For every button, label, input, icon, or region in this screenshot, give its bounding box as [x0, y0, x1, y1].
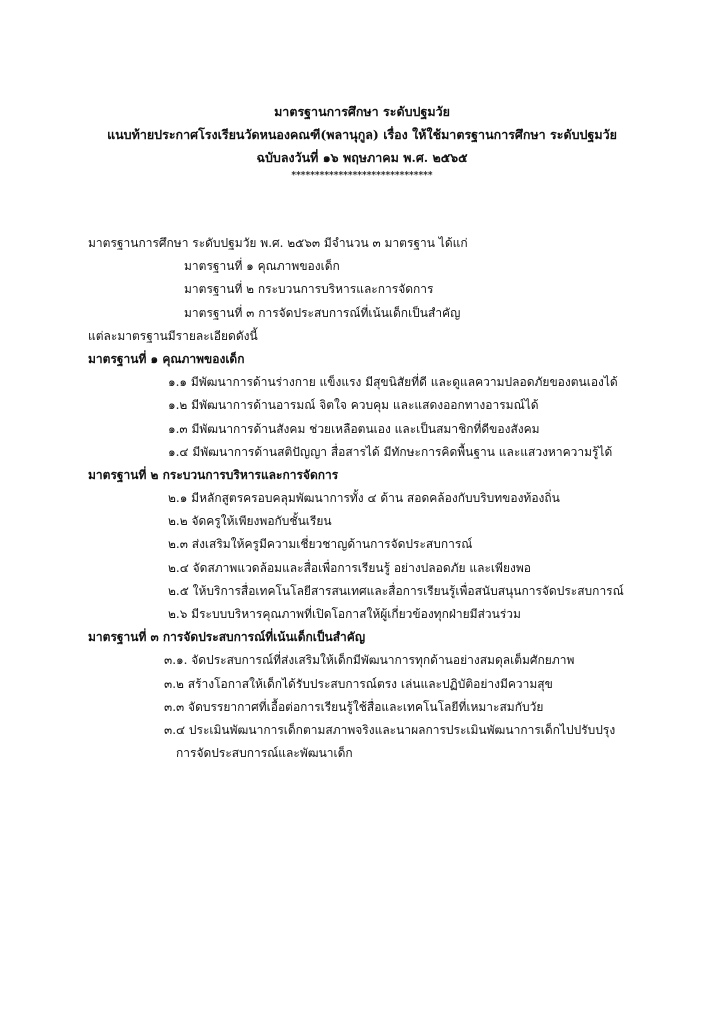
section-item: ๓.๔ ประเมินพัฒนาการเด็กตามสภาพจริงและนาผลการประเมินพัฒนาการเด็กไปปรับปรุง — [164, 722, 616, 737]
section-item: ๓.๑. จัดประสบการณ์ที่ส่งเสริมให้เด็กมีพัฒนาการทุกด้านอย่างสมดุลเต็มศักยภาพ — [164, 653, 575, 668]
section-item: ๒.๕ ให้บริการสื่อเทคโนโลยีสารสนเทศและสื่อการเรียนรู้เพื่อสนับสนุนการจัดประสบการณ์ — [168, 583, 624, 598]
separator-stars: ****************************** — [291, 171, 433, 181]
section-item: ๒.๔ จัดสภาพแวดล้อมและสื่อเพื่อการเรียนรู้ อย่างปลอดภัย และเพียงพอ — [168, 560, 531, 575]
section-item-continuation: การจัดประสบการณ์และพัฒนาเด็ก — [176, 746, 353, 761]
standard-list-item: มาตรฐานที่ ๑ คุณภาพของเด็ก — [184, 259, 340, 274]
document-date: ฉบับลงวันที่ ๑๖ พฤษภาคม พ.ศ. ๒๕๖๕ — [256, 150, 468, 165]
section-item: ๑.๔ มีพัฒนาการด้านสติปัญญา สื่อสารได้ มีทักษะการคิดพื้นฐาน และแสวงหาความรู้ได้ — [168, 444, 613, 459]
document-body — [88, 232, 698, 765]
section-heading: มาตรฐานที่ ๑ คุณภาพของเด็ก — [88, 351, 245, 366]
section-item: ๒.๑ มีหลักสูตรครอบคลุมพัฒนาการทั้ง ๔ ด้าน สอดคล้องกับบริบทของท้องถิ่น — [168, 491, 560, 506]
section-item: ๒.๓ ส่งเสริมให้ครูมีความเชี่ยวชาญด้านการจัดประสบการณ์ — [168, 537, 473, 552]
standard-list-item: มาตรฐานที่ ๓ การจัดประสบการณ์ที่เน้นเด็กเป็นสำคัญ — [184, 305, 461, 320]
document-title: มาตรฐานการศึกษา ระดับปฐมวัย — [274, 104, 450, 119]
intro-text: มาตรฐานการศึกษา ระดับปฐมวัย พ.ศ. ๒๕๖๓ มีจำนวน ๓ มาตรฐาน ได้แก่ — [88, 236, 468, 250]
section-item: ๓.๒ สร้างโอกาสให้เด็กได้รับประสบการณ์ตรง เล่นและปฏิบัติอย่างมีความสุข — [164, 676, 553, 691]
section-item: ๑.๓ มีพัฒนาการด้านสังคม ช่วยเหลือตนเอง และเป็นสมาชิกที่ดีของสังคม — [168, 421, 540, 436]
section-item: ๒.๒ จัดครูให้เพียงพอกับชั้นเรียน — [168, 514, 332, 529]
document-subtitle: แนบท้ายประกาศโรงเรียนวัดหนองคณฑี(พลานุกูล) เรื่อง ให้ใช้มาตรฐานการศึกษา ระดับปฐมวัย — [107, 127, 617, 142]
section-item: ๑.๑ มีพัฒนาการด้านร่างกาย แข็งแรง มีสุขนิสัยที่ดี และดูแลความปลอดภัยของตนเองได้ — [168, 375, 618, 390]
detail-note: แต่ละมาตรฐานมีรายละเอียดดังนี้ — [88, 328, 258, 343]
standard-list-item: มาตรฐานที่ ๒ กระบวนการบริหารและการจัดการ — [184, 282, 434, 297]
section-heading: มาตรฐานที่ ๒ กระบวนการบริหารและการจัดการ — [88, 467, 339, 482]
section-item: ๑.๒ มีพัฒนาการด้านอารมณ์ จิตใจ ควบคุม และแสดงออกทางอารมณ์ได้ — [168, 398, 539, 413]
section-item: ๓.๓ จัดบรรยากาศที่เอื้อต่อการเรียนรู้ใช้สื่อและเทคโนโลยีที่เหมาะสมกับวัย — [164, 699, 544, 714]
section-item: ๒.๖ มีระบบบริหารคุณภาพที่เปิดโอกาสให้ผู้เกี่ยวข้องทุกฝ่ายมีส่วนร่วม — [168, 607, 521, 621]
section-heading: มาตรฐานที่ ๓ การจัดประสบการณ์ที่เน้นเด็กเป็นสำคัญ — [88, 630, 366, 645]
document-header — [0, 100, 724, 183]
